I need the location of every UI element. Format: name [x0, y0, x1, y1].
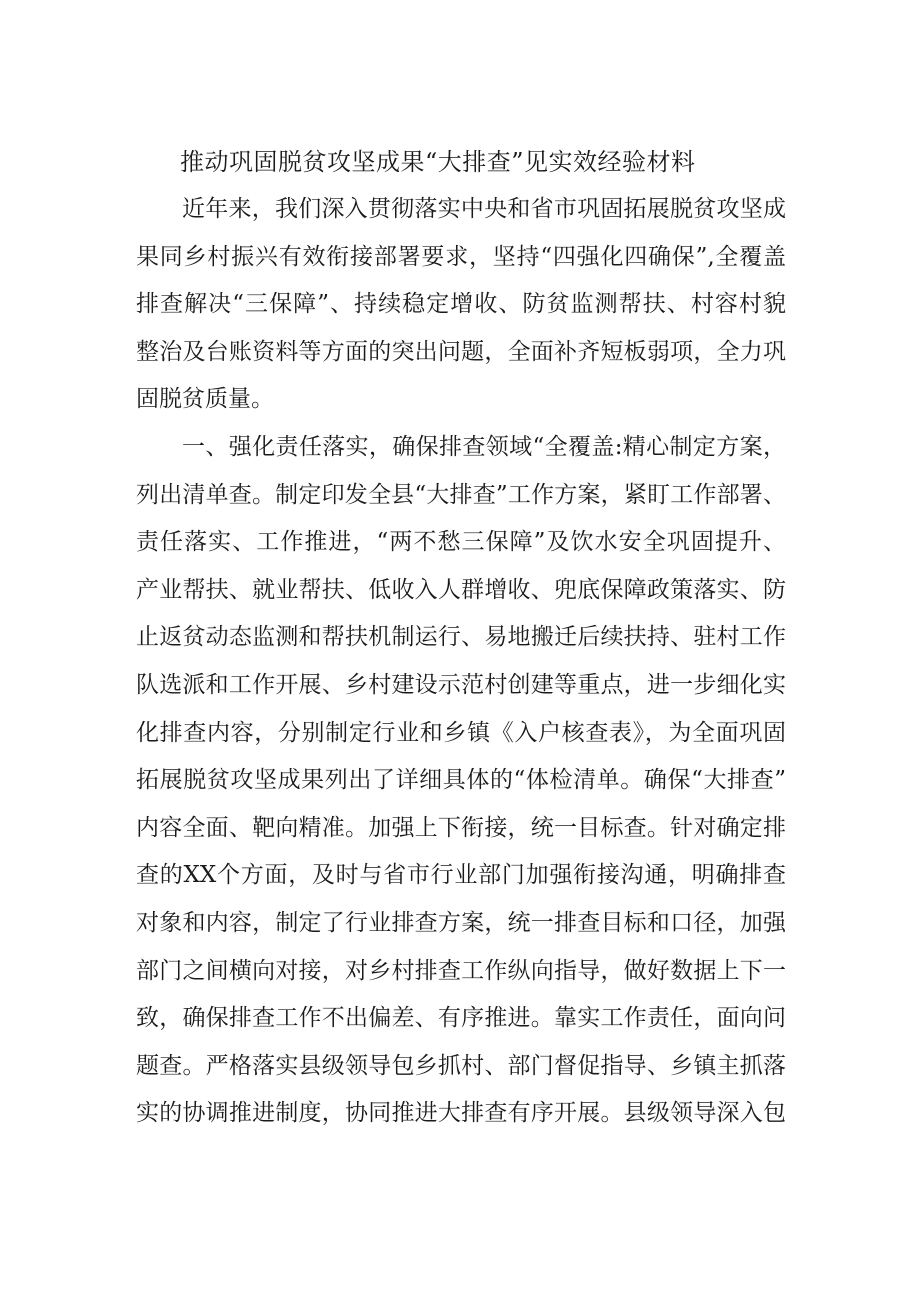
text-line: 队选派和工作开展、乡村建设示范村创建等重点，进一步细化实: [136, 671, 786, 698]
text-line: 查的XX个方面，及时与省市行业部门加强衔接沟通，明确排查: [136, 862, 786, 889]
document-title: 推动巩固脱贫攻坚成果“大排查”见实效经验材料: [180, 148, 696, 176]
text-line: 题查。严格落实县级领导包乡抓村、部门督促指导、乡镇主抓落: [136, 1052, 786, 1079]
text-line: 排查解决“三保障”、持续稳定增收、防贫监测帮扶、村容村貌: [136, 291, 786, 318]
text-line: 固脱贫质量。: [136, 386, 274, 413]
text-line: 对象和内容，制定了行业排查方案，统一排查目标和口径，加强: [136, 909, 786, 936]
text-line: 致，确保排查工作不出偏差、有序推进。靠实工作责任，面向问: [136, 1005, 786, 1032]
text-line: 列出清单查。制定印发全县“大排查”工作方案，紧盯工作部署、: [136, 481, 786, 508]
text-line: 责任落实、工作推进，“两不愁三保障”及饮水安全巩固提升、: [136, 529, 786, 556]
text-line: 实的协调推进制度，协同推进大排查有序开展。县级领导深入包: [136, 1100, 786, 1127]
text-line: 一、强化责任落实，确保排查领域“全覆盖:精心制定方案，: [182, 433, 786, 460]
paragraph-section-one: [136, 424, 786, 1138]
text-line: 果同乡村振兴有效衔接部署要求，坚持“四强化四确保”,全覆盖: [136, 243, 786, 270]
text-line: 部门之间横向对接，对乡村排查工作纵向指导，做好数据上下一: [136, 957, 786, 984]
text-line: 近年来，我们深入贯彻落实中央和省市巩固拓展脱贫攻坚成: [182, 196, 786, 222]
text-line: 化排查内容，分别制定行业和乡镇《入户核查表》，为全面巩固: [136, 719, 786, 746]
document-body: [136, 186, 786, 1138]
text-line: 产业帮扶、就业帮扶、低收入人群增收、兜底保障政策落实、防: [136, 576, 786, 603]
text-line: 止返贫动态监测和帮扶机制运行、易地搬迁后续扶持、驻村工作: [136, 624, 786, 651]
text-line: 内容全面、靶向精准。加强上下衔接，统一目标查。针对确定排: [136, 814, 786, 841]
text-line: 整治及台账资料等方面的突出问题，全面补齐短板弱项，全力巩: [136, 338, 786, 365]
paragraph-intro: [136, 186, 786, 424]
text-line: 拓展脱贫攻坚成果列出了详细具体的“体检清单。确保“大排查”: [136, 767, 786, 794]
